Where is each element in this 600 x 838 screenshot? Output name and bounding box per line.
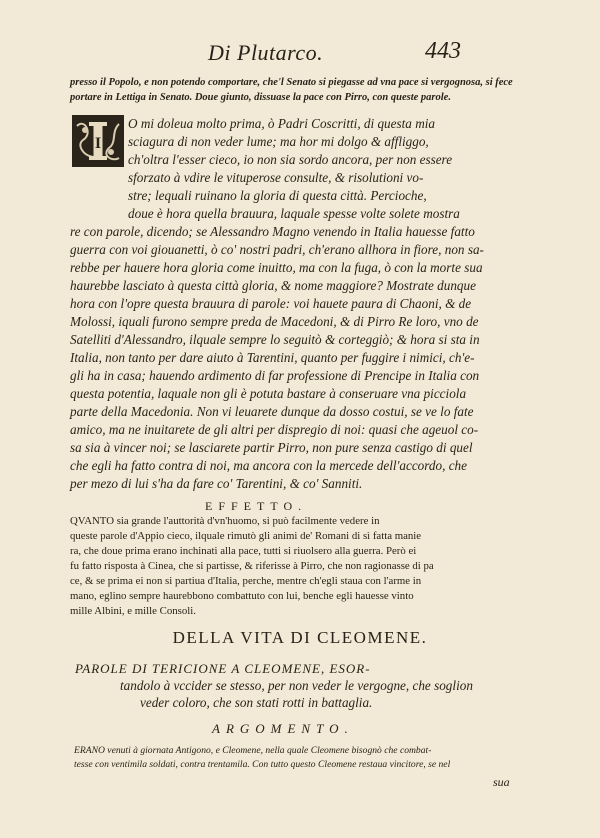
speech-line-14: Italia, non tanto per dare aiuto à Tarentini, quanto per fuggire i nimici, ch'e- xyxy=(70,350,475,365)
speech-line-19: sa sia à vincer noi; se lasciarete partir Pirro, non pure senza castigo di quel xyxy=(70,440,473,455)
effetto-line-2: queste parole d'Appio cieco, ilquale rimutò gli animi de' Romani di sì fatta manie xyxy=(70,530,422,542)
speech-line-13: Satelliti d'Alessandro, ilquale sempre lo seguitò & corteggiò; & hora si sta in xyxy=(70,332,480,347)
speech-line-15: gli ha in casa; hauendo ardimento di far professione di Prencipe in Italia con xyxy=(70,368,480,383)
oration-title-line-2: tandolo à vccider se stesso, per non veder le vergogne, che soglion xyxy=(120,678,473,693)
intro-line-2: portare in Lettiga in Senato. Doue giunto, dissuase la pace con Pirro, con queste parole. xyxy=(70,92,451,103)
intro-line-1: presso il Popolo, e non potendo comportare, che'l Senato si piegasse ad vna pace si vergognosa, si fece xyxy=(70,77,513,88)
speech-line-12: Molossi, iquali furono sempre preda de Macedoni, & di Pirro Re loro, vno de xyxy=(70,314,479,329)
running-title: Di Plutarco. xyxy=(208,40,324,65)
speech-line-9: rebbe per hauere hora gloria come inuitto, ma con la fuga, ò con la morte sua xyxy=(70,260,483,275)
speech-line-7: re con parole, dicendo; se Alessandro Magno venendo in Italia hauesse fatto xyxy=(70,224,475,239)
section-title: DELLA VITA DI CLEOMENE. xyxy=(172,628,428,647)
catchword: sua xyxy=(493,775,510,789)
argomento-heading: ARGOMENTO. xyxy=(212,721,354,736)
effetto-line-6: mano, eglino sempre haurebbono combattuto con lui, benche egli hauesse vinto xyxy=(70,590,414,602)
speech-line-10: haurebbe lasciato à questa città gloria, & nome maggiore? Mostrate dunque xyxy=(70,278,476,293)
argomento-line-2: tesse con ventimila soldati, contra trentamila. Con tutto questo Cleomene restaua vincitore, se nel xyxy=(74,759,451,770)
effetto-line-7: mille Albini, e mille Consoli. xyxy=(70,605,196,617)
speech-line-20: che egli ha fatto contra di noi, ma ancora con la mercede dell'accordo, che xyxy=(70,458,468,473)
page-number: 443 xyxy=(425,38,461,64)
svg-text:I: I xyxy=(94,135,102,152)
effetto-line-4: fu fatto risposta à Cinea, che si partisse, & riferisse à Pirro, che non ragionasse di pa xyxy=(70,560,434,572)
effetto-heading: EFFETTO. xyxy=(205,499,308,513)
speech-line-8: guerra con voi giouanetti, ò co' nostri padri, ch'erano allhora in fiore, non sa- xyxy=(70,242,484,257)
speech-line-21: per mezo di lui s'ha da fare co' Tarentini, & co' Sanniti. xyxy=(70,476,363,491)
speech-line-5: stre; lequali ruinano la gloria di questa città. Percioche, xyxy=(128,188,427,203)
speech-line-16: questa potentia, laquale non gli è potuta bastare à conseruare vna picciola xyxy=(70,386,467,401)
effetto-line-5: ce, & se prima ei non si partiua d'Italia, perche, mentre ch'egli staua con l'arme in xyxy=(70,575,422,587)
effetto-line-3: ra, che doue prima erano inchinati alla pace, tutti si riuolsero alla guerra. Però ei xyxy=(70,545,417,557)
speech-line-17: parte della Macedonia. Non vi leuarete dunque da dosso costui, se ve lo fate xyxy=(70,404,474,419)
page-header xyxy=(0,40,600,70)
argomento-line-1: ERANO venuti à giornata Antigono, e Cleomene, nella quale Cleomene bisognò che combat- xyxy=(74,745,432,756)
decorated-initial-letter xyxy=(72,115,124,167)
speech-line-2: sciagura di non veder lume; ma hor mi dolgo & affliggo, xyxy=(128,134,429,149)
speech-line-4: sforzato à vdire le vituperose consulte, & risolutioni vo- xyxy=(128,170,424,185)
ornament-icon xyxy=(73,116,123,166)
speech-line-3: ch'oltra l'esser cieco, io non sia sordo ancora, per non essere xyxy=(128,152,453,167)
effetto-line-1: QVANTO sia grande l'auttorità d'vn'huomo, si può facilmente vedere in xyxy=(70,515,380,527)
speech-line-6: doue è hora quella brauura, laquale spesse volte solete mostra xyxy=(128,206,460,221)
oration-title-line-3: veder coloro, che son stati rotti in battaglia. xyxy=(140,695,373,710)
speech-line-18: amico, ma ne inuitarete de gli altri per dispregio di noi: quasi che ageuol co- xyxy=(70,422,479,437)
speech-line-11: hora con l'opre questa brauura di parole: voi hauete paura di Chaoni, & de xyxy=(70,296,472,311)
oration-title-line-1: PAROLE DI TERICIONE A CLEOMENE, ESOR- xyxy=(75,661,371,676)
speech-line-1: O mi doleua molto prima, ò Padri Coscritti, di questa mia xyxy=(128,116,435,131)
